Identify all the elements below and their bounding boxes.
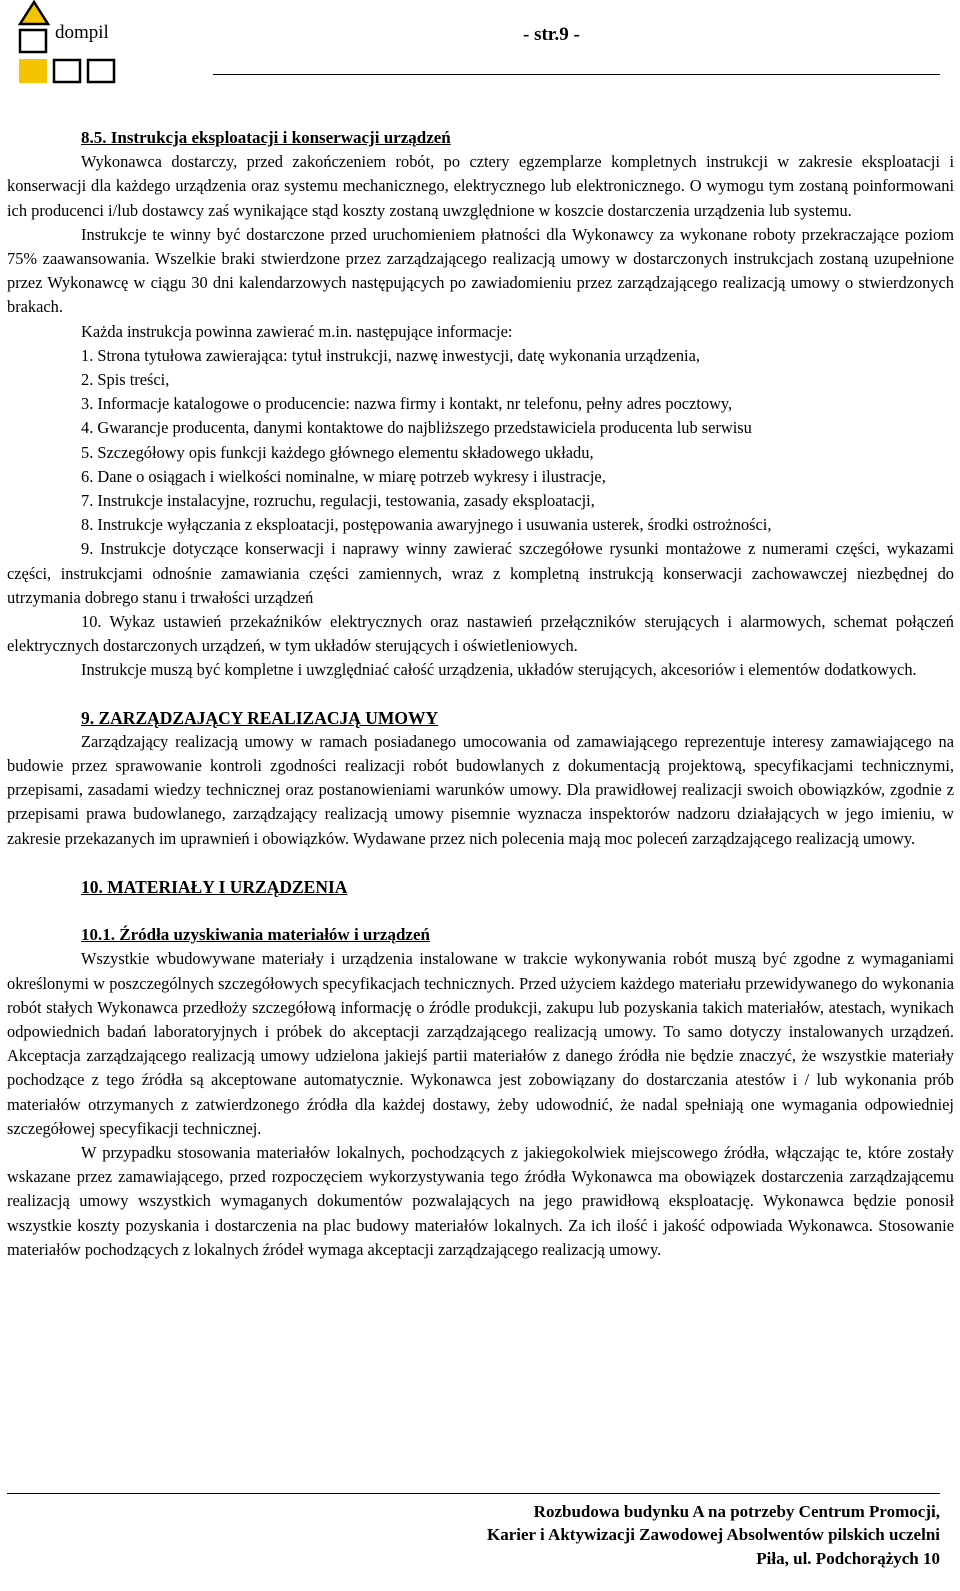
footer-divider [7,1493,940,1494]
paragraph: Zarządzający realizacją umowy w ramach posiadanego umocowania od zamawiającego reprezentuje interesy zamawiającego na budowie przez sprawowanie kontroli zgodności realizacji robót budowlanych z dokumentacją projektową, specyfikacjami technicznymi, przepisami, zasadami wiedzy technicznej oraz postanowieniami warunków umowy. Dla prawidłowej realizacji swoich obowiązków, zgodnie z przepisami prawa budowlanego, zarządzający realizacją umowy pisemnie wyznacza inspektorów nadzoru działających w jego imieniu, w zakresie przekazanych im uprawnień i obowiązków. Wydawane przez nich polecenia mają moc poleceń zarządzającego realizacją umowy. [7,731,954,848]
paragraph: Wykonawca dostarczy, przed zakończeniem robót, po cztery egzemplarze kompletnych instrukcji w zakresie eksploatacji i konserwacji dla każdego urządzenia oraz systemu mechanicznego, elektrycznego lub elektronicznego. O wymogu tym zostaną poinformowani ich producenci i/lub dostawcy zaś wynikające stąd koszty zostaną uwzględnione w koszcie dostarczenia urządzenia lub systemu. [7,152,954,220]
page-header [0,0,960,90]
footer-line: Karier i Aktywizacji Zawodowej Absolwentów pilskich uczelni [486,1525,940,1545]
list-item: 5. Szczegółowy opis funkcji każdego głównego elementu składowego układu, [81,442,594,462]
paragraph: W przypadku stosowania materiałów lokalnych, pochodzących z jakiegokolwiek miejscowego źródła, włączając te, które zostały wskazane przez zamawiającego, przed rozpoczęciem wykorzystywania tego źródła Wykonawca ma obowiązek dostarczenia zarządzającemu realizacją umowy wszystkich wymaganych dokumentów pozwalających na jego prawidłową eksploatację. Wykonawca będzie ponosił wszystkie koszty pozyskania i dostarczenia na plac budowy materiałów lokalnych. Za ich ilość i jakość odpowiada Wykonawca. Stosowanie materiałów pochodzących z lokalnych źródeł wymaga akceptacji zarządzającego realizacją umowy. [7,1142,954,1259]
list-item: 7. Instrukcje instalacyjne, rozruchu, regulacji, testowania, zasady eksploatacji, [81,491,595,511]
list-item: 3. Informacje katalogowe o producencie: nazwa firmy i kontakt, nr telefonu, pełny adres pocztowy, [81,394,733,414]
paragraph: Każda instrukcja powinna zawierać m.in. następujące informacje: [81,321,513,341]
list-item: 4. Gwarancje producenta, danymi kontaktowe do najbliższego przedstawiciela producenta lub serwisu [81,418,752,438]
paragraph: Instrukcje muszą być kompletne i uwzględniać całość urządzenia, układów sterujących, akcesoriów i elementów dodatkowych. [81,660,917,680]
section-9-heading: 9. ZARZĄDZAJĄCY REALIZACJĄ UMOWY [81,707,439,728]
list-item: 10. Wykaz ustawień przekaźników elektrycznych oraz nastawień przełączników sterujących i alarmowych, schemat połączeń elektrycznych dostarczonych urządzeń, w tym układów sterujących i oświetleniowych. [7,612,954,656]
header-divider [213,74,940,75]
logo-text: dompil [55,22,109,43]
list-item: 1. Strona tytułowa zawierająca: tytuł instrukcji, nazwę inwestycji, datę wykonania urządzenia, [81,345,700,365]
page-number: - str.9 - [523,24,580,45]
section-10-1-heading: 10.1. Źródła uzyskiwania materiałów i urządzeń [81,925,430,945]
list-item: 8. Instrukcje wyłączania z eksploatacji, postępowania awaryjnego i usuwania usterek, środki ostrożności, [81,515,772,535]
section-8-5-heading: 8.5. Instrukcja eksploatacji i konserwacji urządzeń [81,128,451,147]
paragraph: Instrukcje te winny być dostarczone przed uruchomieniem płatności dla Wykonawcy za wykonane roboty przekraczające poziom 75% zaawansowania. Wszelkie braki stwierdzone przez zarządzającego realizacją umowy w dostarczonych instrukcjach zostaną uzupełnione przez Wykonawcę w ciągu 30 dni kalendarzowych następujących po zawiadomieniu przez zarządzającego realizacją umowy o stwierdzonych brakach. [7,224,954,317]
footer-line: Rozbudowa budynku A na potrzeby Centrum Promocji, [533,1502,940,1521]
section-10-heading: 10. MATERIAŁY I URZĄDZENIA [81,876,348,897]
footer-line: Piła, ul. Podchorążych 10 [756,1548,940,1568]
list-item: 2. Spis treści, [81,370,170,390]
list-item: 9. Instrukcje dotyczące konserwacji i naprawy winny zawierać szczegółowe rysunki montażowe z numerami części, wykazami części, instrukcjami odnośnie zamawiania części zamiennych, wraz z kompletną instrukcją konserwacji zachowawczej niezbędnej do utrzymania dobrego stanu i trwałości urządzeń [7,539,954,607]
page-footer [140,1500,940,1570]
company-logo [18,0,118,88]
list-item: 6. Dane o osiągach i wielkości nominalne, w miarę potrzeb wykresy i ilustracje, [81,466,606,486]
document-body [7,126,954,1262]
paragraph: Wszystkie wbudowywane materiały i urządzenia instalowane w trakcie wykonywania robót muszą być zgodne z wymaganiami określonymi w poszczególnych szczegółowych specyfikacjach technicznych. Przed użyciem każdego materiału przewidywanego do wykonania robót stałych Wykonawca przedłoży szczegółową informację o źródle produkcji, zakupu lub pozyskania takich materiałów, atestach, wynikach odpowiednich badań laboratoryjnych i próbek do akceptacji zarządzającego realizacją umowy. To samo dotyczy instalowanych urządzeń. Akceptacja zarządzającego realizacją umowy udzielona jakiejś partii materiałów z danego źródła nie będzie znaczyć, że wszystkie materiały pochodzące z tego źródła są akceptowane automatycznie. Wykonawca jest zobowiązany do dostarczania atestów i / lub wykonania prób materiałów otrzymanych z zatwierdzonego źródła dla każdej dostawy, żeby udowodnić, że nadal spełniają one wymagania odpowiedniej szczegółowej specyfikacji technicznej. [7,949,954,1138]
